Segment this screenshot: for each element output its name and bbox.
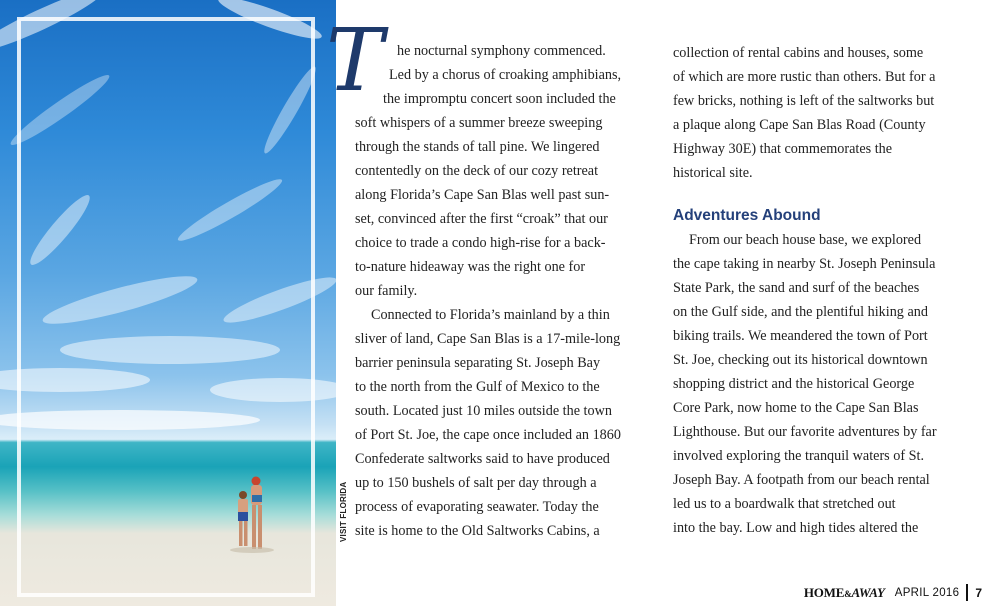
text-line: of which are more rustic than others. But for a [673, 69, 936, 85]
text-line: he nocturnal symphony commenced. [397, 43, 606, 59]
text-line: of Port St. Joe, the cape once included an 1860 [355, 427, 621, 443]
footer-divider [966, 584, 968, 601]
logo-away: AWAY [851, 584, 885, 600]
text-line: shopping district and the historical George [673, 376, 915, 392]
magazine-logo [804, 585, 885, 601]
text-line: on the Gulf side, and the plentiful hiking and [673, 304, 928, 320]
text-line: contentedly on the deck of our cozy retreat [355, 163, 599, 179]
logo-ampersand: & [844, 588, 852, 599]
page-footer [804, 584, 982, 601]
text-line: a plaque along Cape San Blas Road (County [673, 117, 926, 133]
page-number: 7 [975, 585, 982, 600]
text-line: south. Located just 10 miles outside the town [355, 403, 612, 419]
text-line: process of evaporating seawater. Today the [355, 499, 599, 515]
text-line: Core Park, now home to the Cape San Blas [673, 400, 919, 416]
text-line: Confederate saltworks said to have produced [355, 451, 610, 467]
article-column-1 [355, 39, 655, 543]
text-line: Lighthouse. But our favorite adventures by far [673, 424, 937, 440]
text-line: historical site. [673, 165, 753, 181]
text-line: to the north from the Gulf of Mexico to the [355, 379, 600, 395]
text-line: St. Joe, checking out its historical downtown [673, 352, 928, 368]
photo-credit: VISIT FLORIDA [339, 481, 348, 542]
section-heading: Adventures Abound [673, 207, 821, 224]
photo-frame-overlay [17, 17, 315, 597]
text-line: few bricks, nothing is left of the saltworks but [673, 93, 935, 109]
text-line: through the stands of tall pine. We lingered [355, 139, 600, 155]
text-line: the cape taking in nearby St. Joseph Peninsula [673, 256, 936, 272]
article-column-2 [673, 41, 973, 540]
text-line: up to 150 bushels of salt per day through a [355, 475, 597, 491]
text-line: biking trails. We meandered the town of Port [673, 328, 928, 344]
text-line: State Park, the sand and surf of the beaches [673, 280, 920, 296]
text-line: led us to a boardwalk that stretched out [673, 496, 896, 512]
text-line: into the bay. Low and high tides altered the [673, 520, 919, 536]
beach-photo [0, 0, 336, 606]
text-line: Highway 30E) that commemorates the [673, 141, 893, 157]
text-line: From our beach house base, we explored [689, 232, 922, 248]
text-line: Joseph Bay. A footpath from our beach rental [673, 472, 930, 488]
text-line: involved exploring the tranquil waters of St. [673, 448, 924, 464]
text-line: barrier peninsula separating St. Joseph Bay [355, 355, 601, 371]
text-line: along Florida’s Cape San Blas well past sun- [355, 187, 610, 203]
text-line: to-nature hideaway was the right one for [355, 259, 586, 275]
text-line: set, convinced after the first “croak” that our [355, 211, 608, 227]
drop-cap: T [326, 11, 384, 111]
text-line: Led by a chorus of croaking amphibians, [389, 67, 622, 83]
text-line: the impromptu concert soon included the [383, 91, 616, 107]
text-line: collection of rental cabins and houses, some [673, 45, 924, 61]
text-line: site is home to the Old Saltworks Cabins, a [355, 523, 600, 539]
text-line: sliver of land, Cape San Blas is a 17-mile-long [355, 331, 621, 347]
issue-date: APRIL 2016 [894, 586, 960, 599]
text-line: choice to trade a condo high-rise for a back- [355, 235, 606, 251]
logo-home: HOME [803, 584, 845, 600]
text-line: soft whispers of a summer breeze sweeping [355, 115, 603, 131]
text-line: our family. [355, 283, 418, 299]
text-line: Connected to Florida’s mainland by a thin [371, 307, 610, 323]
